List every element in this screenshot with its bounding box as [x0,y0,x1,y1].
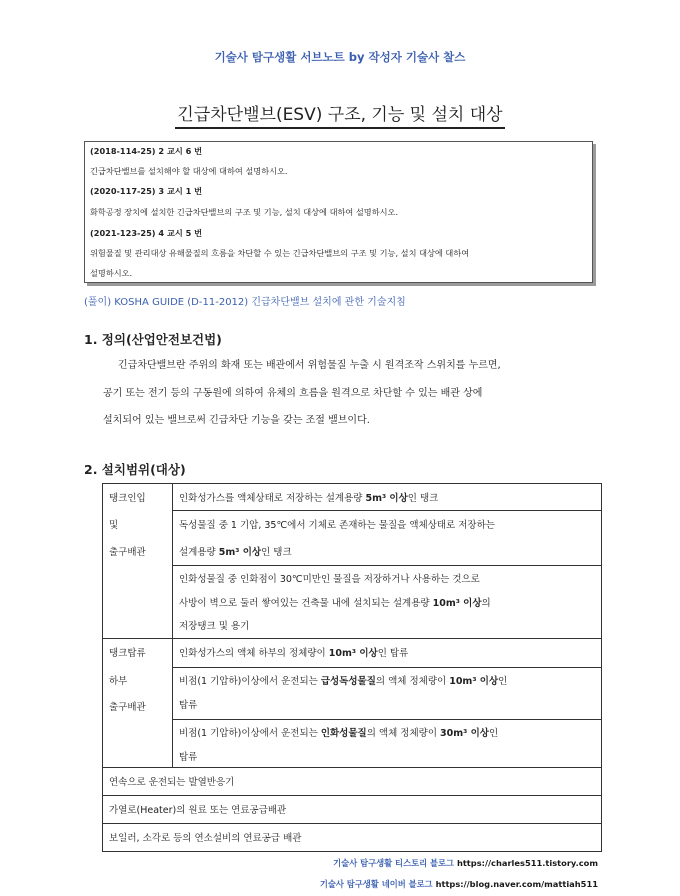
table-divider [103,823,601,824]
table-divider [103,795,601,796]
group-label: 하부 [109,676,128,687]
page-header: 기술사 탐구생활 서브노트 by 작성자 기술사 찰스 [214,50,466,64]
table-cell: 보일러, 소각로 등의 연소설비의 연료공급 배관 [109,833,302,844]
question-code: (2021-123-25) 4 교시 5 번 [90,228,203,238]
document-title [0,100,680,125]
footer-url[interactable]: https://blog.naver.com/mattiah511 [435,879,598,889]
table-divider [172,565,601,566]
table-cell: 사방이 벽으로 둘러 쌓여있는 건축물 내에 설치되는 설계용량 10m³ 이상의 [179,598,491,609]
table-cell: 비점(1 기압하)이상에서 운전되는 급성독성물질의 액체 정체량이 10m³ 이상인 [179,676,508,687]
table-divider [172,484,173,767]
table-cell: 인화성물질 중 인화점이 30℃미만인 물질을 저장하거나 사용하는 것으로 [179,574,480,585]
question-text: 화학공정 장치에 설치한 긴급차단밸브의 구조 및 기능, 설치 대상에 대하여 설명하시오. [90,207,399,217]
definition-line: 설치되어 있는 밸브로써 긴급차단 기능을 갖는 조절 밸브이다. [103,415,370,426]
footer-url[interactable]: https://charles511.tistory.com [456,858,598,868]
table-cell: 인화성가스의 액체 하부의 정체량이 10m³ 이상인 탑류 [179,648,409,659]
table-cell: 저장탱크 및 용기 [179,621,250,632]
question-text: 긴급차단밸브를 설치해야 할 대상에 대하여 설명하시오. [90,166,288,176]
table-cell: 탑류 [179,700,198,711]
table-cell: 독성물질 중 1 기압, 35℃에서 기체로 존재하는 물질을 액체상태로 저장하는 [179,520,495,531]
section-heading: 2. 설치범위(대상) [84,462,186,477]
installation-scope-table [102,483,602,852]
table-cell: 인화성가스를 액체상태로 저장하는 설계용량 5m³ 이상인 탱크 [179,493,439,504]
table-divider [172,667,601,668]
group-label: 출구배관 [109,702,146,713]
group-label: 출구배관 [109,547,146,558]
question-code: (2020-117-25) 3 교시 1 번 [90,186,203,196]
table-cell: 비점(1 기압하)이상에서 운전되는 인화성물질의 액체 정체량이 30m³ 이상인 [179,728,499,739]
group-label: 탱크인입 [109,493,146,504]
question-text: 위험물질 및 관리대상 유해물질의 흐름을 차단할 수 있는 긴급차단밸브의 구조 및 기능, 설치 대상에 대하여 [90,248,470,258]
exam-question-box [84,141,593,283]
definition-line: 공기 또는 전기 등의 구동원에 의하여 유체의 흐름을 원격으로 차단할 수 있는 배관 상에 [103,388,483,399]
footer-blog-link[interactable]: 기술사 탐구생활 티스토리 블로그 https://charles511.tistory.com [333,858,598,868]
table-cell: 설계용량 5m³ 이상인 탱크 [179,547,292,558]
question-text: 설명하시오. [90,268,133,278]
table-cell: 탑류 [179,752,198,763]
definition-line: 긴급차단밸브란 주위의 화재 또는 배관에서 위험물질 누출 시 원격조작 스위치를 누르면, [118,360,501,371]
table-cell: 연속으로 운전되는 발열반응기 [109,777,235,788]
table-divider [103,638,601,639]
group-label: 및 [109,520,119,531]
table-cell: 가열로(Heater)의 원료 또는 연료공급배관 [109,805,287,816]
footer-blog-link[interactable]: 기술사 탐구생활 네이버 블로그 https://blog.naver.com/mattiah511 [319,879,598,889]
group-label: 탱크탑류 [109,648,146,659]
table-divider [172,510,601,511]
section-heading: 1. 정의(산업안전보건법) [84,332,222,347]
table-divider [172,719,601,720]
table-divider [103,767,601,768]
question-code: (2018-114-25) 2 교시 6 번 [90,146,203,156]
solution-reference: (풀이) KOSHA GUIDE (D-11-2012) 긴급차단밸브 설치에 관한 기술지침 [84,297,406,308]
title-text: 긴급차단밸브(ESV) 구조, 기능 및 설치 대상 [175,105,504,129]
